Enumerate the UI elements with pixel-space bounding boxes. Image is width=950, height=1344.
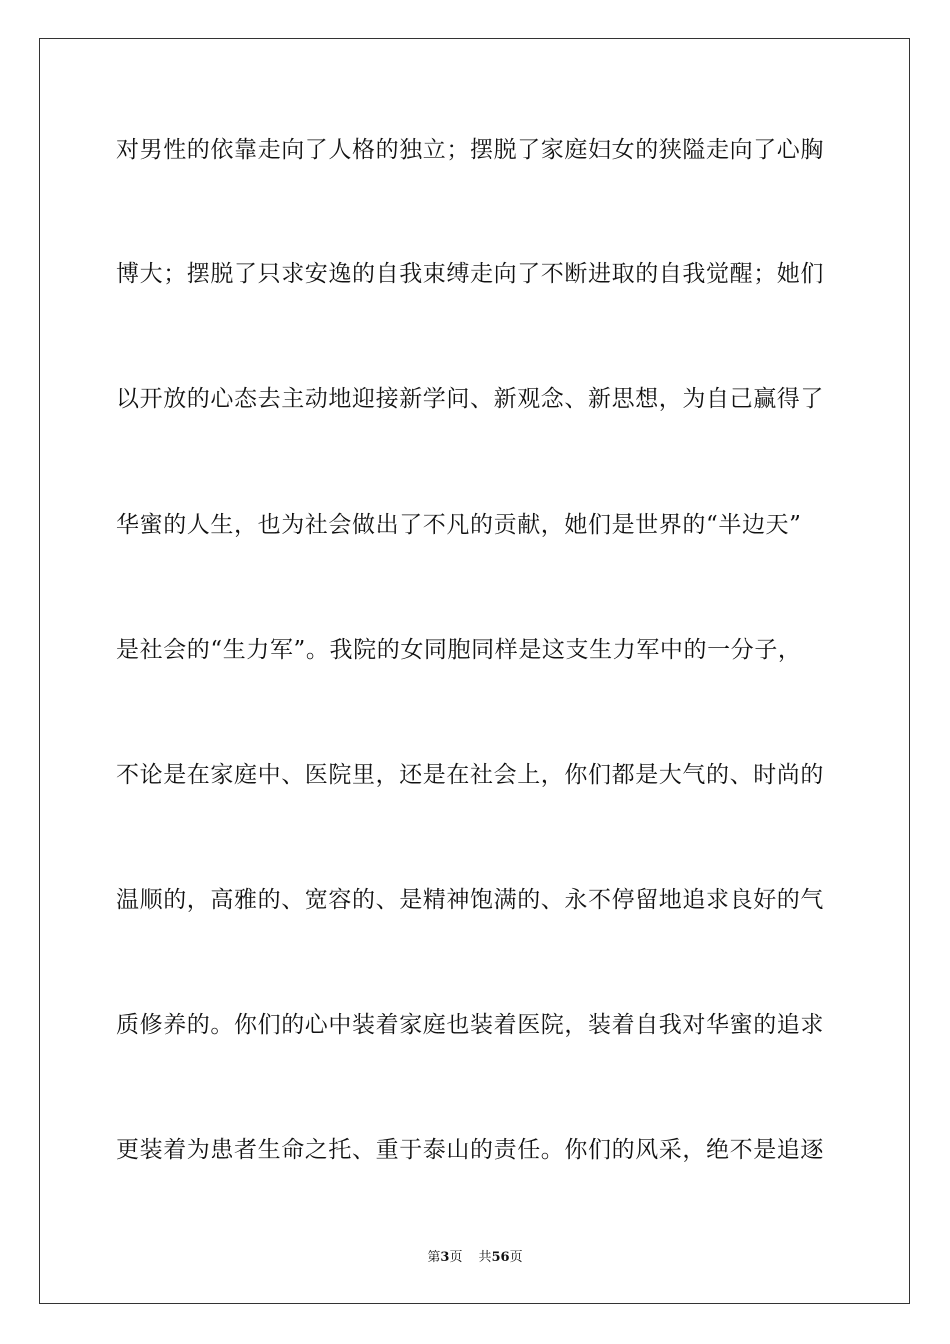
paragraph-line-2: 博大；摆脱了只求安逸的自我束缚走向了不断进取的自我觉醒；她们 — [116, 261, 824, 287]
page-number: 3 — [440, 1250, 450, 1265]
paragraph-line-6: 不论是在家庭中、医院里，还是在社会上，你们都是大气的、时尚的 — [116, 762, 824, 788]
total-pages: 56 — [491, 1250, 510, 1265]
total-suffix: 页 — [509, 1250, 523, 1265]
paragraph-line-8: 质修养的。你们的心中装着家庭也装着医院，装着自我对华蜜的追求 — [116, 1012, 824, 1038]
page-prefix: 第 — [427, 1250, 441, 1265]
paragraph-line-7: 温顺的，高雅的、宽容的、是精神饱满的、永不停留地追求良好的气 — [116, 887, 824, 913]
paragraph-line-3: 以开放的心态去主动地迎接新学问、新观念、新思想，为自己赢得了 — [116, 386, 824, 412]
paragraph-line-1: 对男性的依靠走向了人格的独立；摆脱了家庭妇女的狭隘走向了心胸 — [116, 137, 824, 163]
paragraph-line-9: 更装着为患者生命之托、重于泰山的责任。你们的风采，绝不是追逐 — [116, 1137, 824, 1163]
page-footer — [0, 1249, 950, 1267]
paragraph-line-4: 华蜜的人生，也为社会做出了不凡的贡献，她们是世界的“半边天” — [116, 512, 802, 538]
total-prefix: 共 — [478, 1250, 492, 1265]
paragraph-line-5: 是社会的“生力军”。我院的女同胞同样是这支生力军中的一分子， — [116, 637, 802, 663]
page-suffix: 页 — [449, 1250, 463, 1265]
page-border — [39, 38, 910, 1304]
